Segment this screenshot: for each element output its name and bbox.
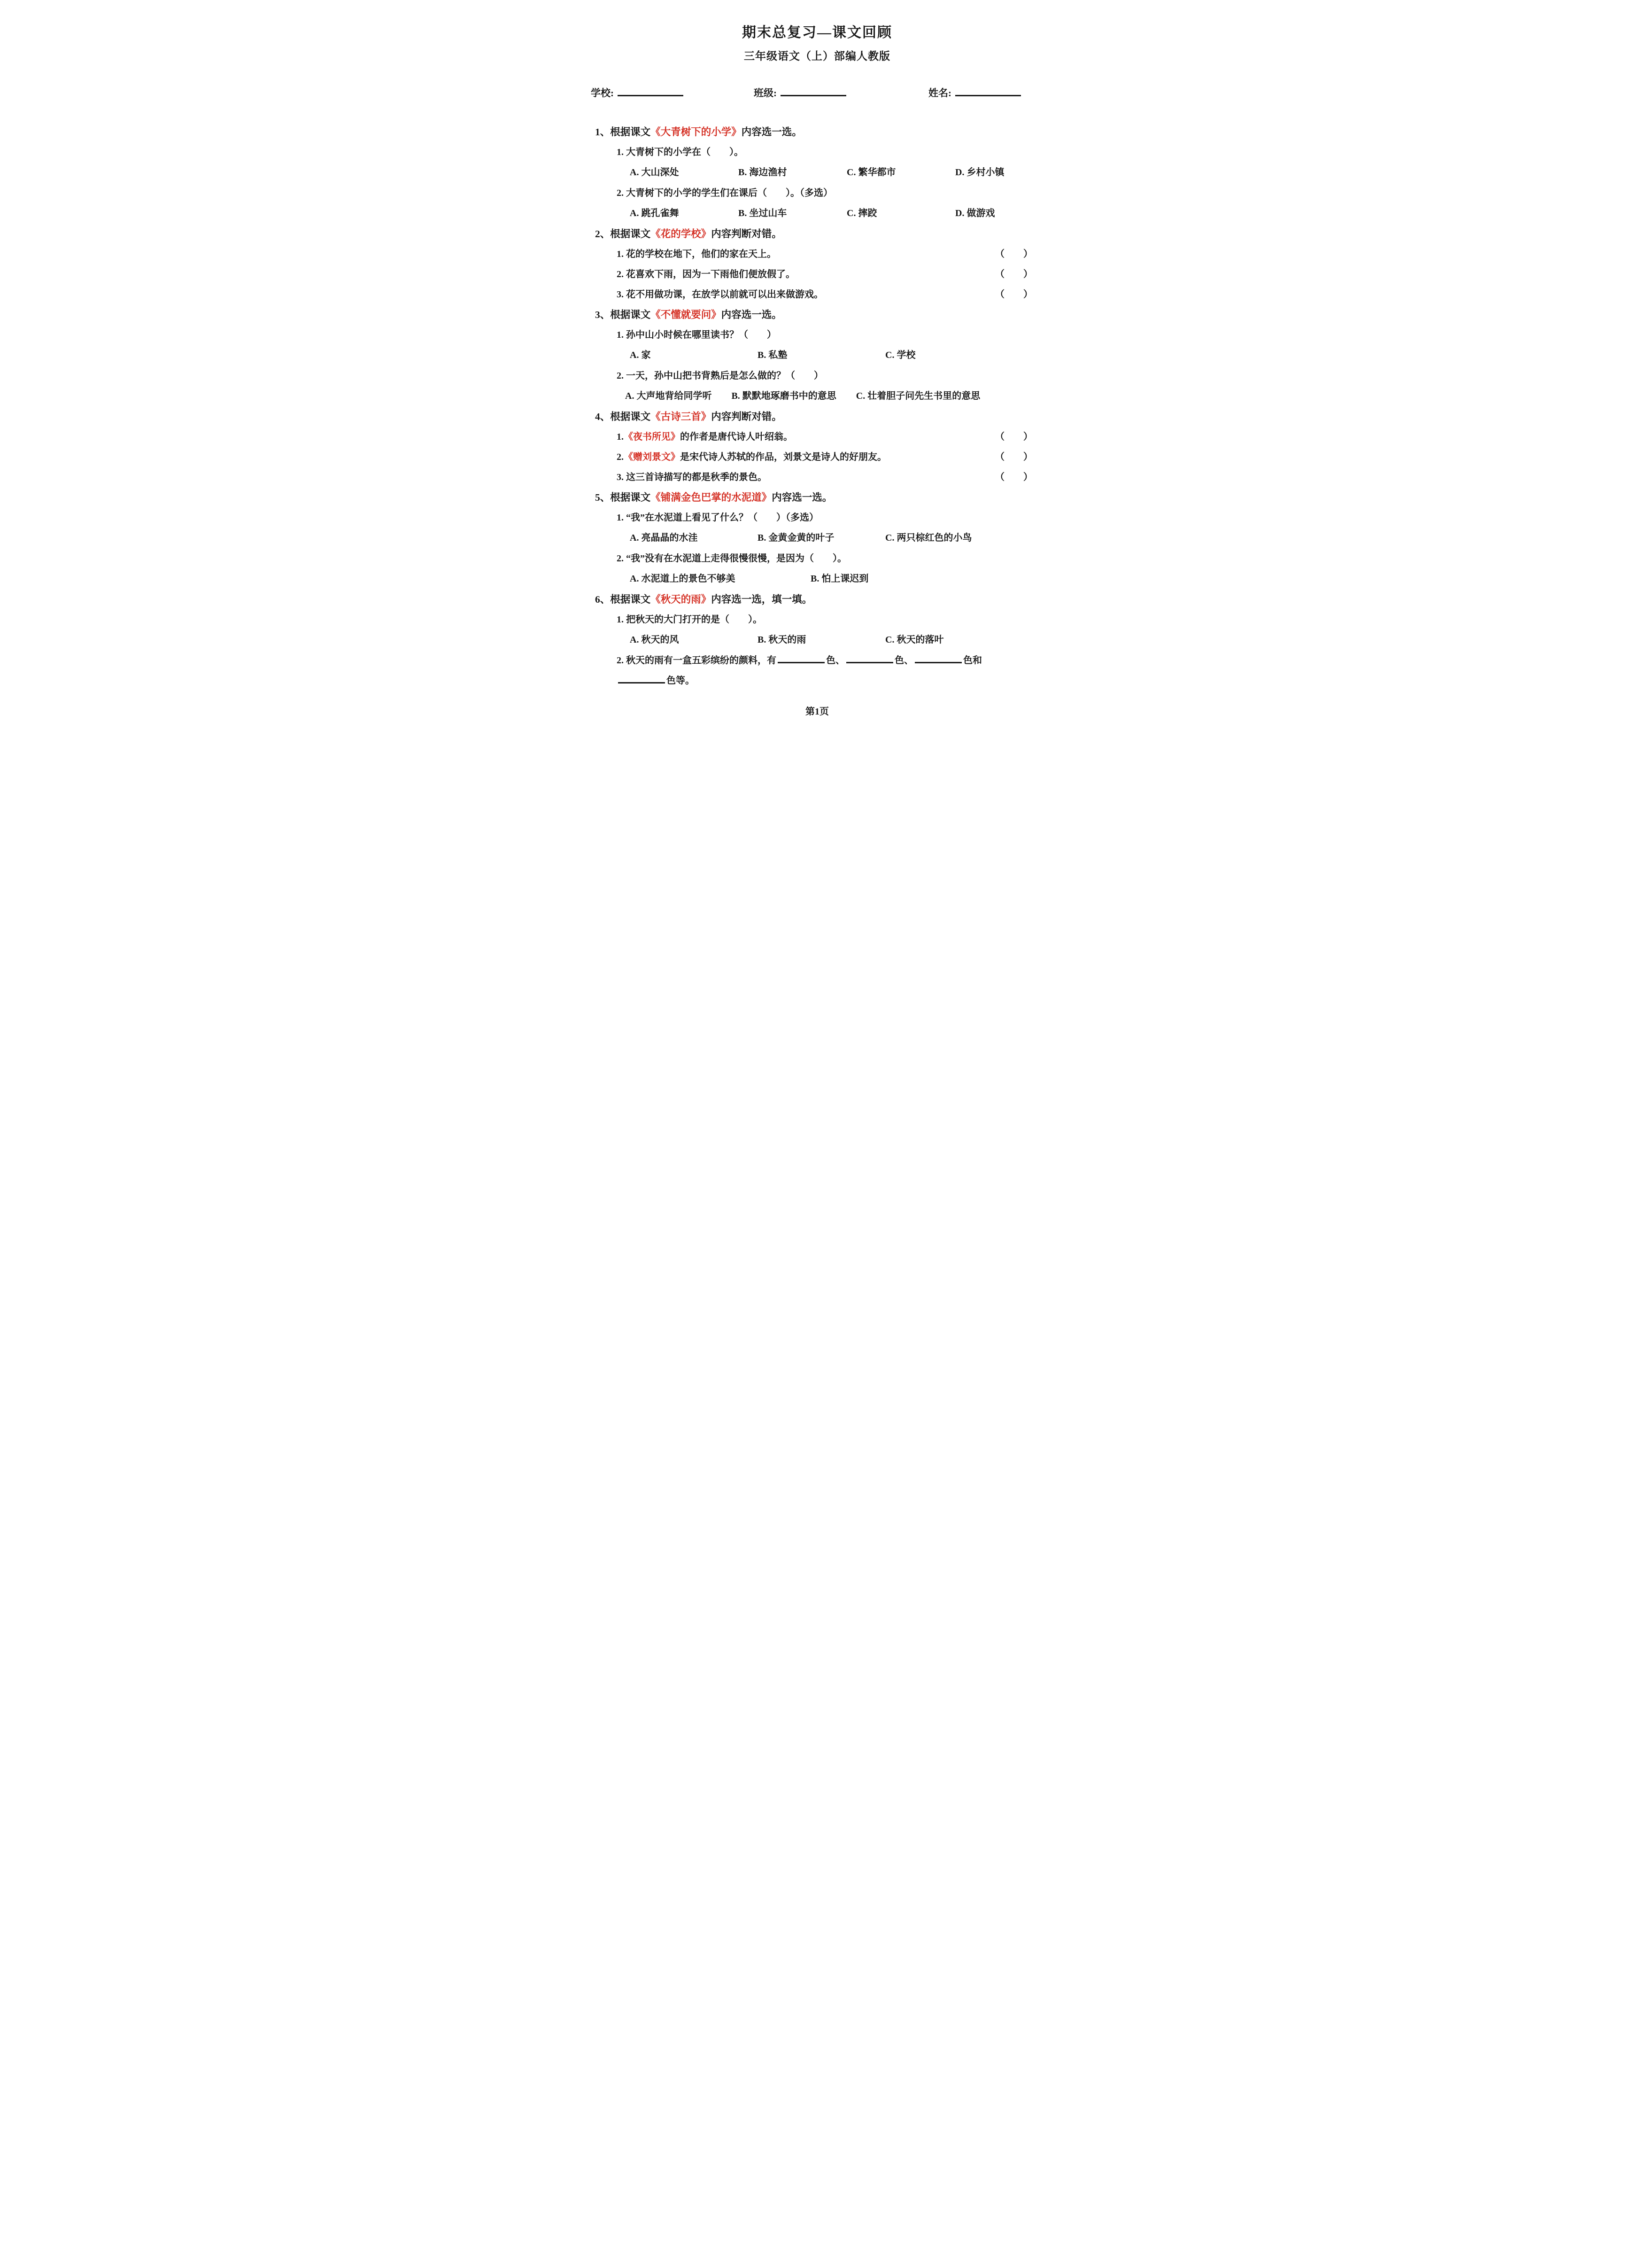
fill-blank[interactable] [846, 655, 893, 663]
question-1-header [595, 125, 1046, 139]
lesson-title: 《花的学校》 [650, 228, 711, 240]
subquestion-text: 2. “我”没有在水泥道上走得很慢很慢，是因为（ ）。 [617, 553, 847, 564]
question-3 [588, 308, 1046, 403]
question-2-header [595, 227, 1046, 241]
answer-bracket[interactable]: （ ） [995, 269, 1033, 280]
answer-bracket[interactable]: （ ） [995, 289, 1033, 300]
question-suffix: 内容选一选。 [721, 309, 782, 320]
question-suffix: 内容判断对错。 [711, 411, 782, 422]
question-3-header [595, 308, 1046, 322]
options-row [630, 165, 1046, 179]
option-c: C. 壮着胆子问先生书里的意思 [856, 391, 981, 401]
class-fill-line[interactable] [781, 88, 846, 96]
judgment-text: 2.《赠刘景文》是宋代诗人苏轼的作品，刘景文是诗人的好朋友。 [617, 452, 887, 462]
option-a: A. 秋天的风 [630, 635, 679, 645]
question-prefix: 根据课文 [610, 492, 651, 503]
subquestion-text: 1. “我”在水泥道上看见了什么？（ ）（多选） [617, 513, 819, 523]
judgment-text: 1. 花的学校在地下，他们的家在天上。 [617, 249, 776, 259]
option-c: C. 学校 [885, 350, 916, 360]
question-6 [588, 592, 1046, 688]
question-number: 6、 [595, 594, 611, 605]
question-5 [588, 490, 1046, 586]
option-c: C. 繁华都市 [847, 167, 896, 178]
answer-bracket[interactable]: （ ） [995, 472, 1033, 482]
judgment-item [617, 450, 1046, 464]
options-row [630, 206, 1046, 220]
question-suffix: 内容选一选，填一填。 [711, 594, 812, 605]
option-b: B. 默默地琢磨书中的意思 [731, 391, 836, 401]
question-suffix: 内容选一选。 [772, 492, 833, 503]
option-c: C. 两只棕红色的小鸟 [885, 533, 972, 543]
lesson-title: 《铺满金色巴掌的水泥道》 [650, 492, 772, 503]
question-prefix: 根据课文 [610, 309, 651, 320]
lesson-title: 《古诗三首》 [650, 411, 711, 422]
subquestion-text: 1. 大青树下的小学在（ ）。 [617, 147, 743, 157]
question-number: 3、 [595, 309, 611, 320]
option-a: A. 跳孔雀舞 [630, 208, 679, 218]
school-label: 学校: [591, 87, 614, 99]
option-c: C. 摔跤 [847, 208, 877, 218]
name-fill-line[interactable] [955, 88, 1021, 96]
judgment-text: 3. 花不用做功课，在放学以前就可以出来做游戏。 [617, 289, 823, 300]
question-suffix: 内容选一选。 [741, 126, 802, 138]
option-b: B. 金黄金黄的叶子 [758, 533, 835, 543]
option-a: A. 大山深处 [630, 167, 679, 178]
question-prefix: 根据课文 [610, 411, 651, 422]
subquestion-text: 1. 把秋天的大门打开的是（ ）。 [617, 614, 762, 625]
judgment-item [617, 470, 1046, 484]
question-6-header [595, 592, 1046, 606]
option-c: C. 秋天的落叶 [885, 635, 944, 645]
answer-bracket[interactable]: （ ） [995, 452, 1033, 462]
question-number: 1、 [595, 126, 611, 138]
fill-in-question-line-2: 色等。 [617, 674, 1046, 688]
options-row [630, 572, 1046, 586]
options-row [630, 633, 1046, 647]
option-b: B. 怕上课迟到 [811, 574, 869, 584]
question-4-header [595, 410, 1046, 424]
judgment-text: 2. 花喜欢下雨，因为一下雨他们便放假了。 [617, 269, 795, 280]
page-subtitle: 三年级语文（上）部编人教版 [744, 50, 890, 62]
fill-blank[interactable] [618, 675, 665, 684]
option-b: B. 秋天的雨 [758, 635, 806, 645]
lesson-title: 《不懂就要问》 [650, 309, 721, 320]
judgment-item [617, 430, 1046, 444]
answer-bracket[interactable]: （ ） [995, 432, 1033, 442]
judgment-item [617, 287, 1046, 302]
lesson-title: 《秋天的雨》 [650, 594, 711, 605]
options-row [625, 389, 1046, 403]
question-prefix: 根据课文 [610, 126, 651, 138]
question-2 [588, 227, 1046, 302]
option-a: A. 水泥道上的景色不够美 [630, 574, 735, 584]
judgment-item [617, 247, 1046, 261]
fill-blank[interactable] [915, 655, 962, 663]
option-a: A. 亮晶晶的水洼 [630, 533, 698, 543]
option-a: A. 大声地背给同学听 [625, 391, 712, 401]
poem-title: 《赠刘景文》 [624, 452, 680, 462]
options-row [630, 531, 1046, 545]
subquestion-text: 1. 孙中山小时候在哪里读书？（ ） [617, 330, 776, 340]
poem-title: 《夜书所见》 [624, 432, 680, 442]
name-label: 姓名: [928, 87, 951, 99]
page-title: 期末总复习—课文回顾 [742, 25, 892, 40]
question-prefix: 根据课文 [610, 594, 651, 605]
option-d: D. 乡村小镇 [955, 167, 1005, 178]
options-row [630, 348, 1046, 362]
subquestion-text: 2. 一天，孙中山把书背熟后是怎么做的？（ ） [617, 371, 823, 381]
option-b: B. 坐过山车 [738, 208, 787, 218]
option-b: B. 海边渔村 [738, 167, 787, 178]
question-number: 4、 [595, 411, 611, 422]
judgment-text: 3. 这三首诗描写的都是秋季的景色。 [617, 472, 767, 482]
worksheet-page [544, 0, 1087, 756]
option-b: B. 私塾 [758, 350, 788, 360]
school-field [591, 85, 683, 100]
judgment-item [617, 267, 1046, 281]
fill-in-question-line-1: 2. 秋天的雨有一盒五彩缤纷的颜料，有 色、 色、 色和 [617, 655, 982, 666]
school-fill-line[interactable] [618, 88, 683, 96]
question-number: 2、 [595, 228, 611, 240]
subquestion-text: 2. 大青树下的小学的学生们在课后（ ）。（多选） [617, 188, 833, 198]
page-number: 第1页 [805, 707, 829, 717]
class-label: 班级: [754, 87, 777, 99]
answer-bracket[interactable]: （ ） [995, 249, 1033, 259]
name-field [928, 85, 1021, 100]
class-field [754, 85, 846, 100]
question-prefix: 根据课文 [610, 228, 651, 240]
question-5-header [595, 490, 1046, 505]
option-d: D. 做游戏 [955, 208, 995, 218]
question-number: 5、 [595, 492, 611, 503]
lesson-title: 《大青树下的小学》 [650, 126, 742, 138]
header-fields [591, 85, 1046, 100]
option-a: A. 家 [630, 350, 651, 360]
judgment-text: 1.《夜书所见》的作者是唐代诗人叶绍翁。 [617, 432, 793, 442]
question-1 [588, 125, 1046, 220]
question-4 [588, 410, 1046, 484]
question-suffix: 内容判断对错。 [711, 228, 782, 240]
fill-blank[interactable] [778, 655, 825, 663]
